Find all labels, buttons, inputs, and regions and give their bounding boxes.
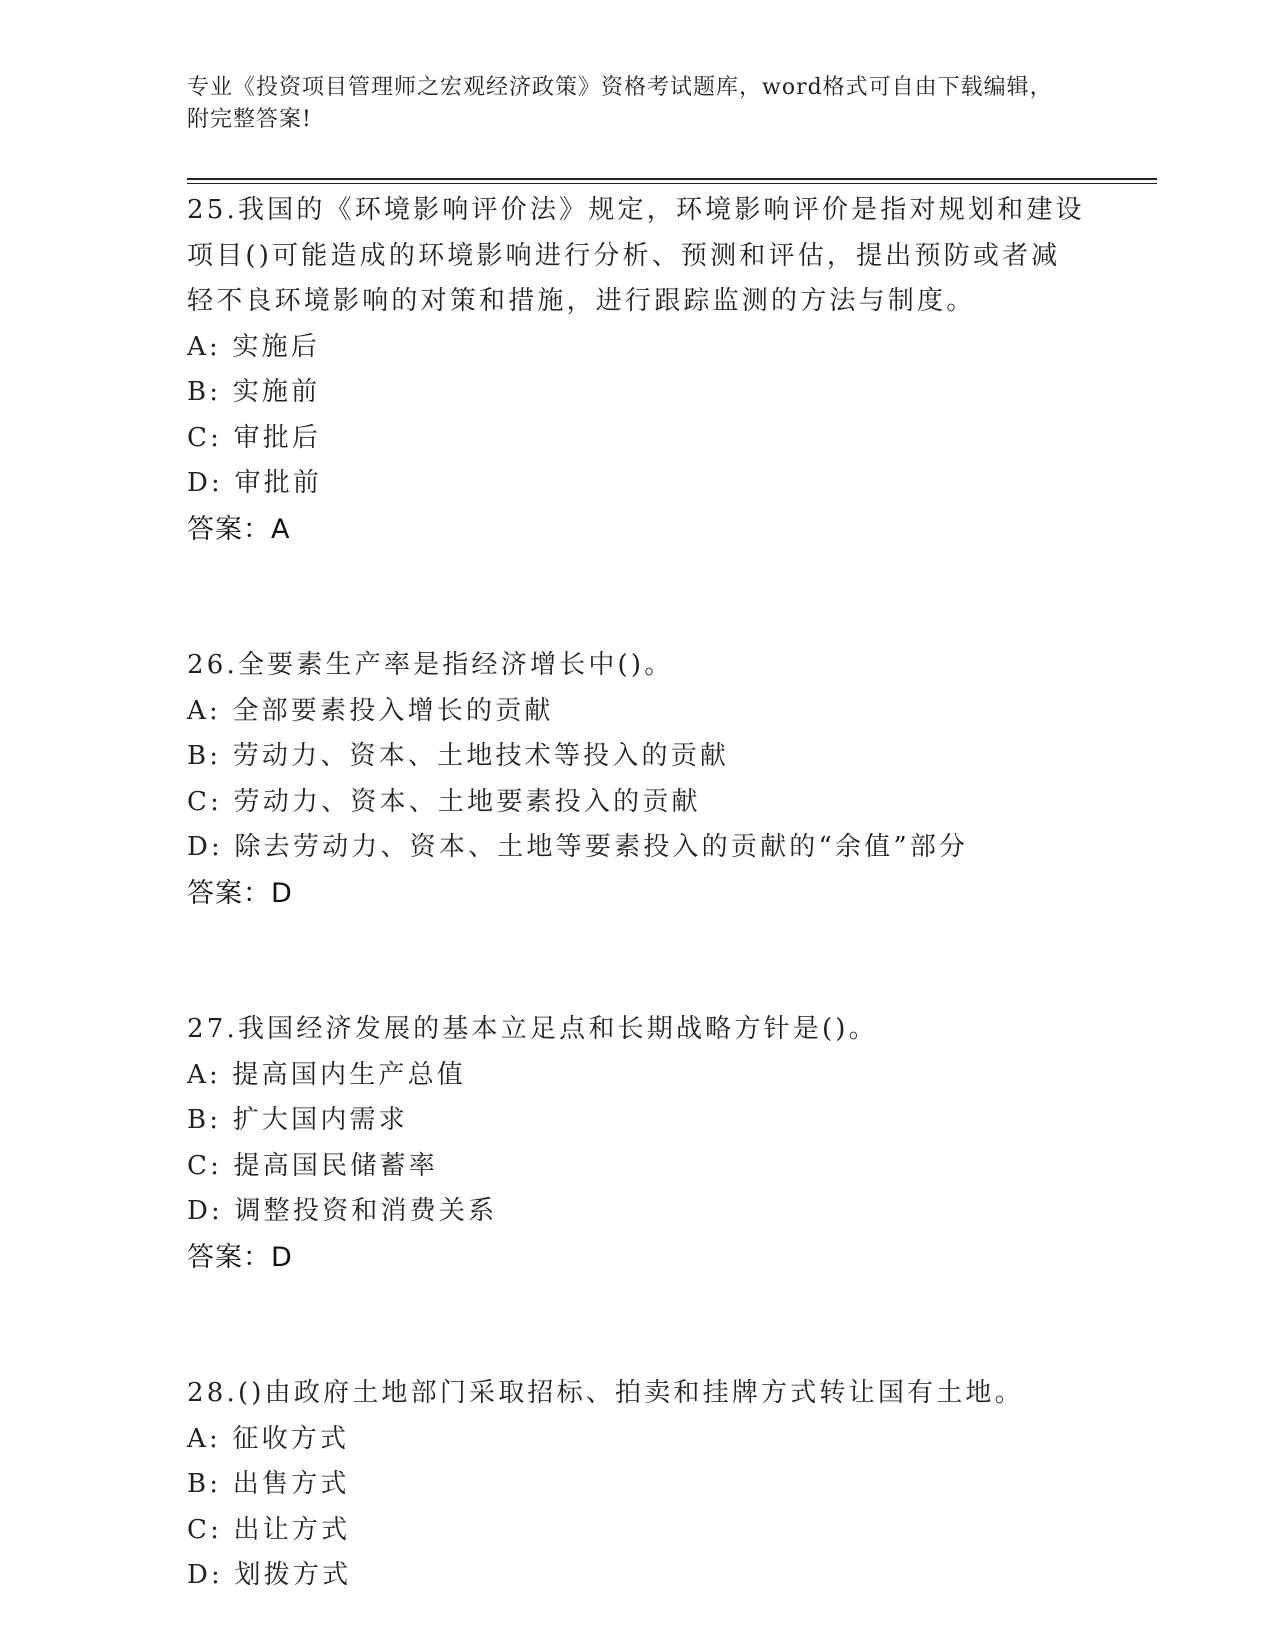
question-stem-line: 28.()由政府土地部门采取招标、拍卖和挂牌方式转让国有土地。 (187, 1378, 1024, 1408)
option-b: B: 出售方式 (187, 1469, 350, 1499)
document-header (187, 72, 1067, 136)
question-item (187, 188, 1087, 552)
option-c: C: 提高国民储蓄率 (187, 1150, 438, 1181)
question-item (187, 643, 1087, 916)
question-spacer (187, 552, 1087, 643)
option-d: D: 除去劳动力、资本、土地等要素投入的贡献的“余值”部分 (187, 832, 969, 862)
option-a: A: 提高国内生产总值 (187, 1059, 467, 1090)
option-b: B: 扩大国内需求 (187, 1105, 408, 1135)
question-list (187, 188, 1087, 1599)
question-item (187, 1371, 1087, 1599)
option-c: C: 出让方式 (187, 1514, 351, 1545)
header-divider-thick (187, 178, 1157, 180)
option-a: A: 全部要素投入增长的贡献 (187, 695, 554, 726)
option-a: A: 实施后 (187, 331, 321, 362)
answer-line: 答案：D (187, 877, 293, 909)
question-item (187, 1007, 1087, 1280)
option-c: C: 审批后 (187, 422, 322, 453)
option-d: D: 调整投资和消费关系 (187, 1196, 498, 1226)
question-spacer (187, 916, 1087, 1007)
question-spacer (187, 1280, 1087, 1371)
question-stem-line: 25.我国的《环境影响评价法》规定，环境影响评价是指对规划和建设 (187, 195, 1085, 225)
answer-line: 答案：A (187, 513, 291, 545)
option-c: C: 劳动力、资本、土地要素投入的贡献 (187, 786, 701, 817)
answer-line: 答案：D (187, 1241, 293, 1273)
question-stem-line: 轻不良环境影响的对策和措施，进行跟踪监测的方法与制度。 (187, 286, 976, 316)
question-stem-line: 27.我国经济发展的基本立足点和长期战略方针是()。 (187, 1014, 878, 1044)
header-intro-text: 专业《投资项目管理师之宏观经济政策》资格考试题库，word格式可自由下载编辑，附完整答案! (187, 75, 1053, 132)
option-d: D: 划拨方式 (187, 1560, 352, 1590)
option-b: B: 劳动力、资本、土地技术等投入的贡献 (187, 741, 730, 771)
option-d: D: 审批前 (187, 468, 323, 498)
option-a: A: 征收方式 (187, 1423, 350, 1454)
option-b: B: 实施前 (187, 377, 321, 407)
header-divider-thin (187, 183, 1157, 184)
question-stem-line: 26.全要素生产率是指经济增长中()。 (187, 650, 674, 680)
question-stem-line: 项目()可能造成的环境影响进行分析、预测和评估，提出预防或者减 (187, 240, 1061, 271)
